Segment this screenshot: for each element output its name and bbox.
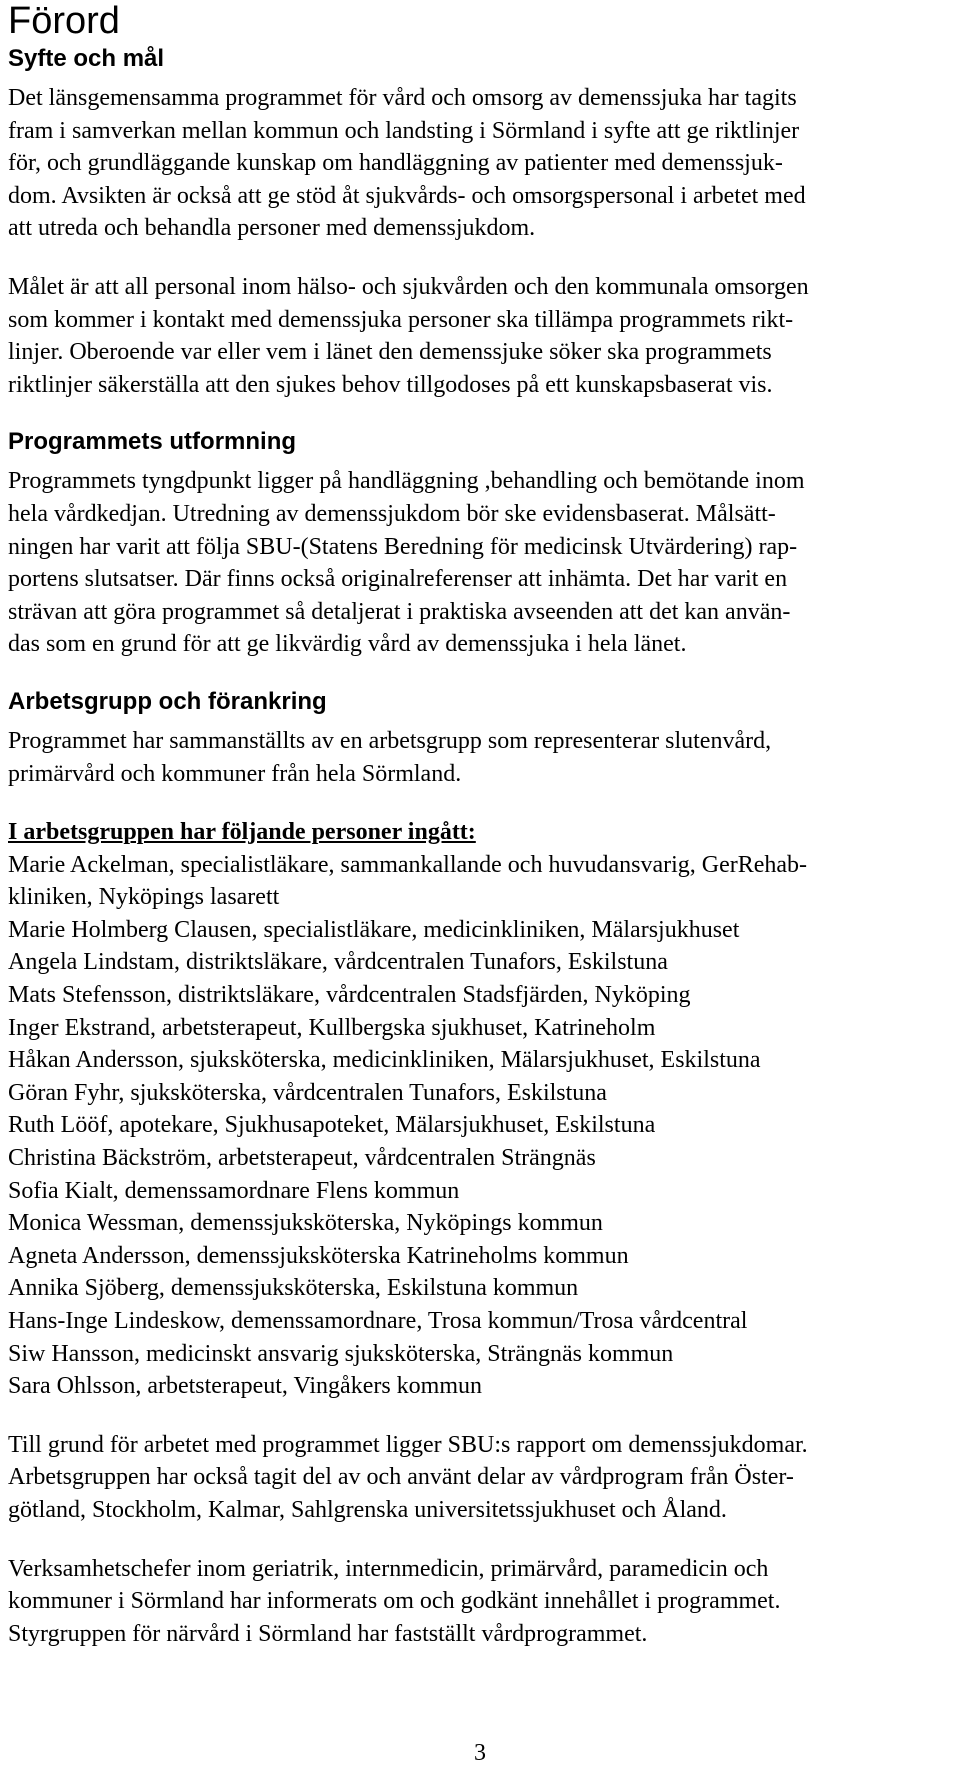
member-line: Göran Fyhr, sjuksköterska, vårdcentralen Tunafors, Eskilstuna: [8, 1079, 607, 1106]
text-line: strävan att göra programmet så detaljerat i praktiska avseenden att det kan använ-: [8, 598, 791, 625]
text-line: primärvård och kommuner från hela Sörmland.: [8, 760, 462, 787]
member-line: Angela Lindstam, distriktsläkare, vårdcentralen Tunafors, Eskilstuna: [8, 949, 668, 976]
paragraph-arbetsgrupp-2: [8, 1429, 953, 1527]
paragraph-syfte-2: [8, 271, 953, 401]
member-line: Ruth Lööf, apotekare, Sjukhusapoteket, Mälarsjukhuset, Eskilstuna: [8, 1112, 656, 1139]
text-line: fram i samverkan mellan kommun och landsting i Sörmland i syfte att ge riktlinjer: [8, 117, 800, 144]
paragraph-syfte-1: [8, 82, 953, 245]
member-line: Håkan Andersson, sjuksköterska, medicinkliniken, Mälarsjukhuset, Eskilstuna: [8, 1047, 761, 1074]
text-line: götland, Stockholm, Kalmar, Sahlgrenska universitetssjukhuset och Åland.: [8, 1496, 727, 1523]
text-line: Till grund för arbetet med programmet ligger SBU:s rapport om demenssjukdomar.: [8, 1431, 808, 1458]
text-line: linjer. Oberoende var eller vem i länet den demenssjuke söker ska programmets: [8, 339, 772, 366]
members-heading: I arbetsgruppen har följande personer ingått:: [8, 819, 476, 846]
member-line: Inger Ekstrand, arbetsterapeut, Kullbergska sjukhuset, Katrineholm: [8, 1014, 656, 1041]
member-line: Marie Ackelman, specialistläkare, sammankallande och huvudansvarig, GerRehab-: [8, 851, 808, 878]
text-line: Programmets tyngdpunkt ligger på handläggning ,behandling och bemötande inom: [8, 468, 805, 495]
member-line: Sara Ohlsson, arbetsterapeut, Vingåkers kommun: [8, 1373, 483, 1400]
member-line: kliniken, Nyköpings lasarett: [8, 884, 280, 911]
member-line: Annika Sjöberg, demenssjuksköterska, Eskilstuna kommun: [8, 1275, 579, 1302]
text-line: dom. Avsikten är också att ge stöd åt sjukvårds- och omsorgspersonal i arbetet med: [8, 182, 806, 209]
paragraph-utformning: [8, 465, 953, 661]
heading-arbetsgrupp: Arbetsgrupp och förankring: [8, 687, 327, 715]
text-line: att utreda och behandla personer med demenssjukdom.: [8, 215, 536, 242]
members-list: [8, 849, 953, 1403]
member-line: Marie Holmberg Clausen, specialistläkare, medicinkliniken, Mälarsjukhuset: [8, 916, 740, 943]
text-line: Programmet har sammanställts av en arbetsgrupp som representerar slutenvård,: [8, 727, 772, 754]
text-line: för, och grundläggande kunskap om handläggning av patienter med demenssjuk-: [8, 150, 783, 177]
text-line: das som en grund för att ge likvärdig vård av demenssjuka i hela länet.: [8, 631, 687, 658]
member-line: Monica Wessman, demenssjuksköterska, Nyköpings kommun: [8, 1210, 603, 1237]
member-line: Agneta Andersson, demenssjuksköterska Katrineholms kommun: [8, 1242, 629, 1269]
text-line: hela vårdkedjan. Utredning av demenssjukdom bör ske evidensbaserat. Målsätt-: [8, 500, 776, 527]
text-line: Målet är att all personal inom hälso- och sjukvården och den kommunala omsorgen: [8, 273, 809, 300]
text-line: Styrgruppen för närvård i Sörmland har fastställt vårdprogrammet.: [8, 1620, 648, 1647]
text-line: kommuner i Sörmland har informerats om och godkänt innehållet i programmet.: [8, 1588, 781, 1615]
text-line: portens slutsatser. Där finns också originalreferenser att inhämta. Det har varit en: [8, 566, 788, 593]
member-line: Christina Bäckström, arbetsterapeut, vårdcentralen Strängnäs: [8, 1145, 596, 1172]
member-line: Sofia Kialt, demenssamordnare Flens kommun: [8, 1177, 460, 1204]
text-line: ningen har varit att följa SBU-(Statens Beredning för medicinsk Utvärdering) rap-: [8, 533, 798, 560]
text-line: som kommer i kontakt med demenssjuka personer ska tillämpa programmets rikt-: [8, 306, 794, 333]
member-line: Hans-Inge Lindeskow, demenssamordnare, Trosa kommun/Trosa vårdcentral: [8, 1308, 748, 1334]
text-line: Det länsgemensamma programmet för vård och omsorg av demenssjuka har tagits: [8, 85, 797, 111]
member-line: Mats Stefensson, distriktsläkare, vårdcentralen Stadsfjärden, Nyköping: [8, 982, 691, 1009]
text-line: Verksamhetschefer inom geriatrik, internmedicin, primärvård, paramedicin och: [8, 1555, 769, 1582]
document-page: [8, 0, 953, 1650]
paragraph-arbetsgrupp-1: [8, 725, 953, 790]
text-line: riktlinjer säkerställa att den sjukes behov tillgodoses på ett kunskapsbaserat vis.: [8, 371, 773, 398]
heading-utformning: Programmets utformning: [8, 428, 297, 456]
heading-syfte: Syfte och mål: [8, 45, 165, 72]
text-line: Arbetsgruppen har också tagit del av och använt delar av vårdprogram från Öster-: [8, 1464, 794, 1491]
paragraph-arbetsgrupp-3: [8, 1553, 953, 1651]
page-number: 3: [474, 1740, 486, 1766]
page-title: Förord: [8, 0, 120, 42]
member-line: Siw Hansson, medicinskt ansvarig sjuksköterska, Strängnäs kommun: [8, 1340, 674, 1367]
